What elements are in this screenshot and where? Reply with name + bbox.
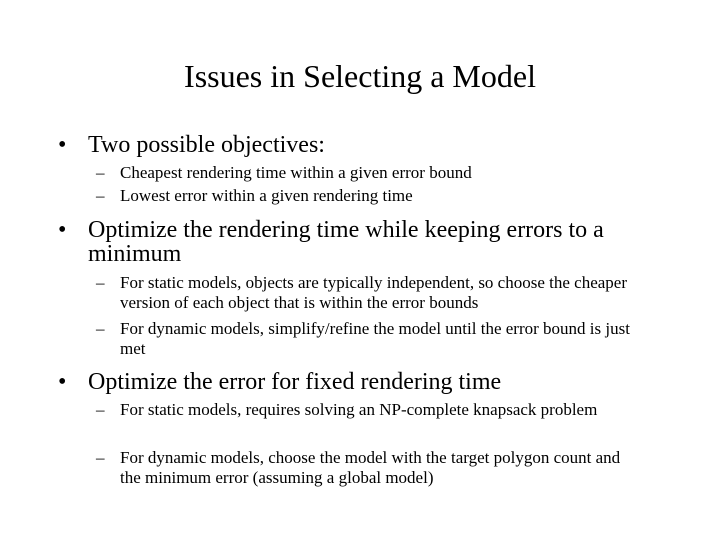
sub-bullet: [96, 400, 620, 420]
sub-bullet: [96, 448, 630, 488]
sub-text: For dynamic models, simplify/refine the model until the error bound is just met: [120, 319, 630, 358]
sub-bullet-dash: –: [96, 400, 105, 419]
bullet-2: [58, 218, 648, 266]
sub-bullet: [96, 163, 640, 183]
bullet-text: Optimize the rendering time while keeping errors to a minimum: [88, 217, 604, 267]
bullet-3: [58, 370, 648, 394]
sub-text: Lowest error within a given rendering time: [120, 186, 413, 205]
sub-text: For static models, objects are typically independent, so choose the cheaper version of each object that is within the error bounds: [120, 273, 628, 312]
sub-bullet: [96, 186, 640, 206]
sub-bullet-dash: –: [96, 319, 105, 338]
sub-bullet-dash: –: [96, 448, 105, 467]
slide-title: Issues in Selecting a Model: [184, 58, 536, 94]
bullet-dot: •: [58, 217, 67, 243]
sub-text: Cheapest rendering time within a given error bound: [120, 163, 472, 182]
sub-text: For dynamic models, choose the model with the target polygon count and the minimum error (assuming a global model): [120, 448, 621, 487]
bullet-text: Optimize the error for fixed rendering time: [88, 369, 502, 395]
bullet-dot: •: [58, 132, 67, 158]
bullet-1: [58, 133, 648, 157]
sub-bullet: [96, 319, 640, 359]
sub-bullet: [96, 273, 640, 313]
bullet-text: Two possible objectives:: [88, 132, 325, 158]
sub-bullet-dash: –: [96, 186, 105, 205]
sub-bullet-dash: –: [96, 273, 105, 292]
sub-bullet-dash: –: [96, 163, 105, 182]
sub-text: For static models, requires solving an NP-complete knapsack problem: [120, 400, 598, 419]
bullet-dot: •: [58, 369, 67, 395]
